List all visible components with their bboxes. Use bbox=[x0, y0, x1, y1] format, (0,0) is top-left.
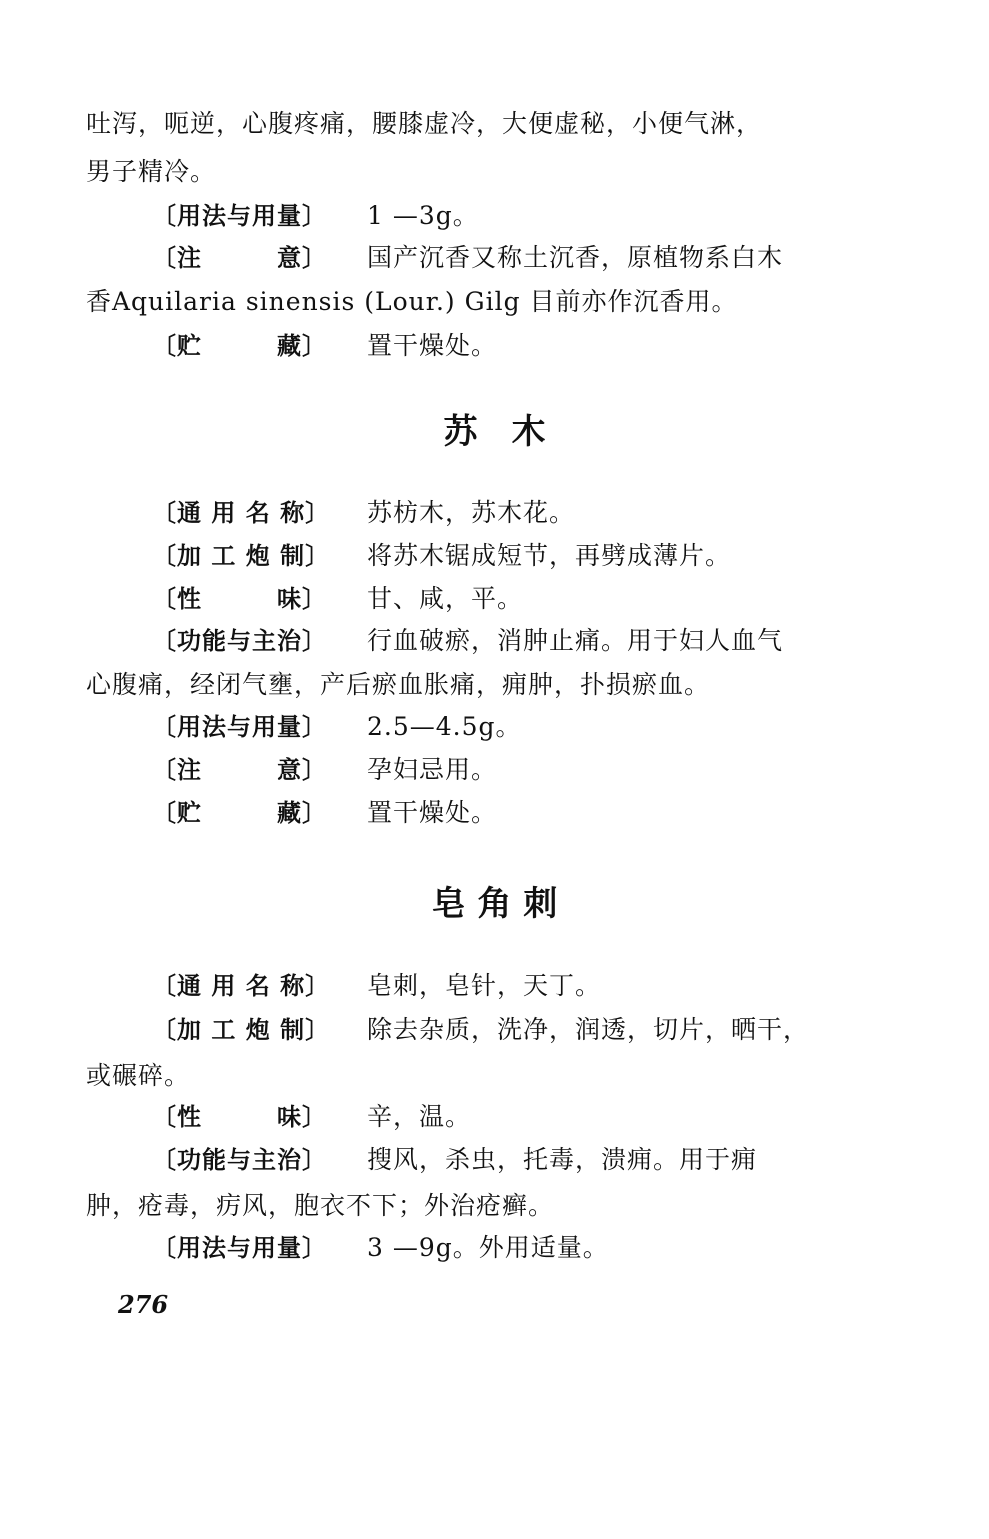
function-label: 〔功能与主治〕 bbox=[152, 1146, 327, 1174]
process-value: 除去杂质，洗净，润透，切片，晒干， bbox=[367, 1015, 810, 1044]
process-label: 〔加 工 炮 制〕 bbox=[152, 542, 331, 570]
sumu-usage-row bbox=[152, 711, 522, 743]
process-value: 将苏木锯成短节，再劈成薄片。 bbox=[367, 541, 732, 570]
common-name-value: 皂刺，皂针，天丁。 bbox=[367, 971, 602, 1000]
usage-label: 〔用法与用量〕 bbox=[152, 713, 327, 741]
zaojiaoci-function-row bbox=[152, 1144, 757, 1176]
zaojiaoci-common-row bbox=[152, 970, 601, 1002]
usage-label: 〔用法与用量〕 bbox=[152, 1234, 327, 1262]
function-value: 行血破瘀，消肿止痛。用于妇人血气 bbox=[367, 626, 784, 655]
common-name-label: 〔通 用 名 称〕 bbox=[152, 972, 331, 1000]
zaojiaoci-taste-row bbox=[152, 1101, 471, 1133]
taste-label: 〔性 味〕 bbox=[152, 1103, 327, 1131]
zaojiaoci-process-continuation: 或碾碎。 bbox=[86, 1061, 191, 1090]
sumu-process-row bbox=[152, 540, 731, 572]
taste-value: 甘、咸，平。 bbox=[367, 584, 524, 613]
sumu-note-row bbox=[152, 754, 497, 786]
function-value: 搜风，杀虫，托毒，溃痈。用于痈 bbox=[367, 1145, 758, 1174]
storage-label: 〔贮 藏〕 bbox=[152, 799, 327, 827]
zaojiaoci-usage-row bbox=[152, 1232, 609, 1264]
sumu-common-row bbox=[152, 497, 575, 529]
usage-label: 〔用法与用量〕 bbox=[152, 202, 327, 230]
taste-value: 辛，温。 bbox=[367, 1102, 472, 1131]
zaojiaoci-function-continuation: 肿，疮毒，疠风，胞衣不下；外治疮癣。 bbox=[86, 1191, 555, 1220]
usage-value: 3 —9g。外用适量。 bbox=[367, 1233, 609, 1262]
intro-note-continuation: 香Aquilaria sinensis (Lour.) Gilg 目前亦作沉香用。 bbox=[86, 287, 738, 316]
intro-text-line-2: 男子精冷。 bbox=[86, 157, 217, 186]
entry-title-sumu: 苏 木 bbox=[443, 412, 546, 452]
sumu-function-row bbox=[152, 625, 783, 657]
note-label: 〔注 意〕 bbox=[152, 756, 327, 784]
storage-label: 〔贮 藏〕 bbox=[152, 332, 327, 360]
taste-label: 〔性 味〕 bbox=[152, 585, 327, 613]
intro-usage-row bbox=[152, 200, 479, 232]
sumu-storage-row bbox=[152, 797, 497, 829]
sumu-taste-row bbox=[152, 583, 523, 615]
intro-storage-row bbox=[152, 330, 497, 362]
zaojiaoci-process-row bbox=[152, 1014, 809, 1046]
storage-value: 置干燥处。 bbox=[367, 331, 498, 360]
common-name-value: 苏枋木，苏木花。 bbox=[367, 498, 576, 527]
storage-value: 置干燥处。 bbox=[367, 798, 498, 827]
page-number: 276 bbox=[118, 1290, 169, 1319]
common-name-label: 〔通 用 名 称〕 bbox=[152, 499, 331, 527]
note-value: 孕妇忌用。 bbox=[367, 755, 498, 784]
function-label: 〔功能与主治〕 bbox=[152, 627, 327, 655]
entry-title-zaojiaoci: 皂 角 刺 bbox=[431, 884, 558, 924]
sumu-function-continuation: 心腹痛，经闭气壅，产后瘀血胀痛，痈肿，扑损瘀血。 bbox=[86, 670, 711, 699]
note-label: 〔注 意〕 bbox=[152, 244, 327, 272]
process-label: 〔加 工 炮 制〕 bbox=[152, 1016, 331, 1044]
intro-note-row bbox=[152, 242, 783, 274]
intro-text-line-1: 吐泻，呃逆，心腹疼痛，腰膝虚冷，大便虚秘，小便气淋， bbox=[86, 109, 763, 138]
usage-value: 1 —3g。 bbox=[367, 201, 479, 230]
note-value: 国产沉香又称土沉香，原植物系白木 bbox=[367, 243, 784, 272]
usage-value: 2.5—4.5g。 bbox=[367, 712, 522, 741]
